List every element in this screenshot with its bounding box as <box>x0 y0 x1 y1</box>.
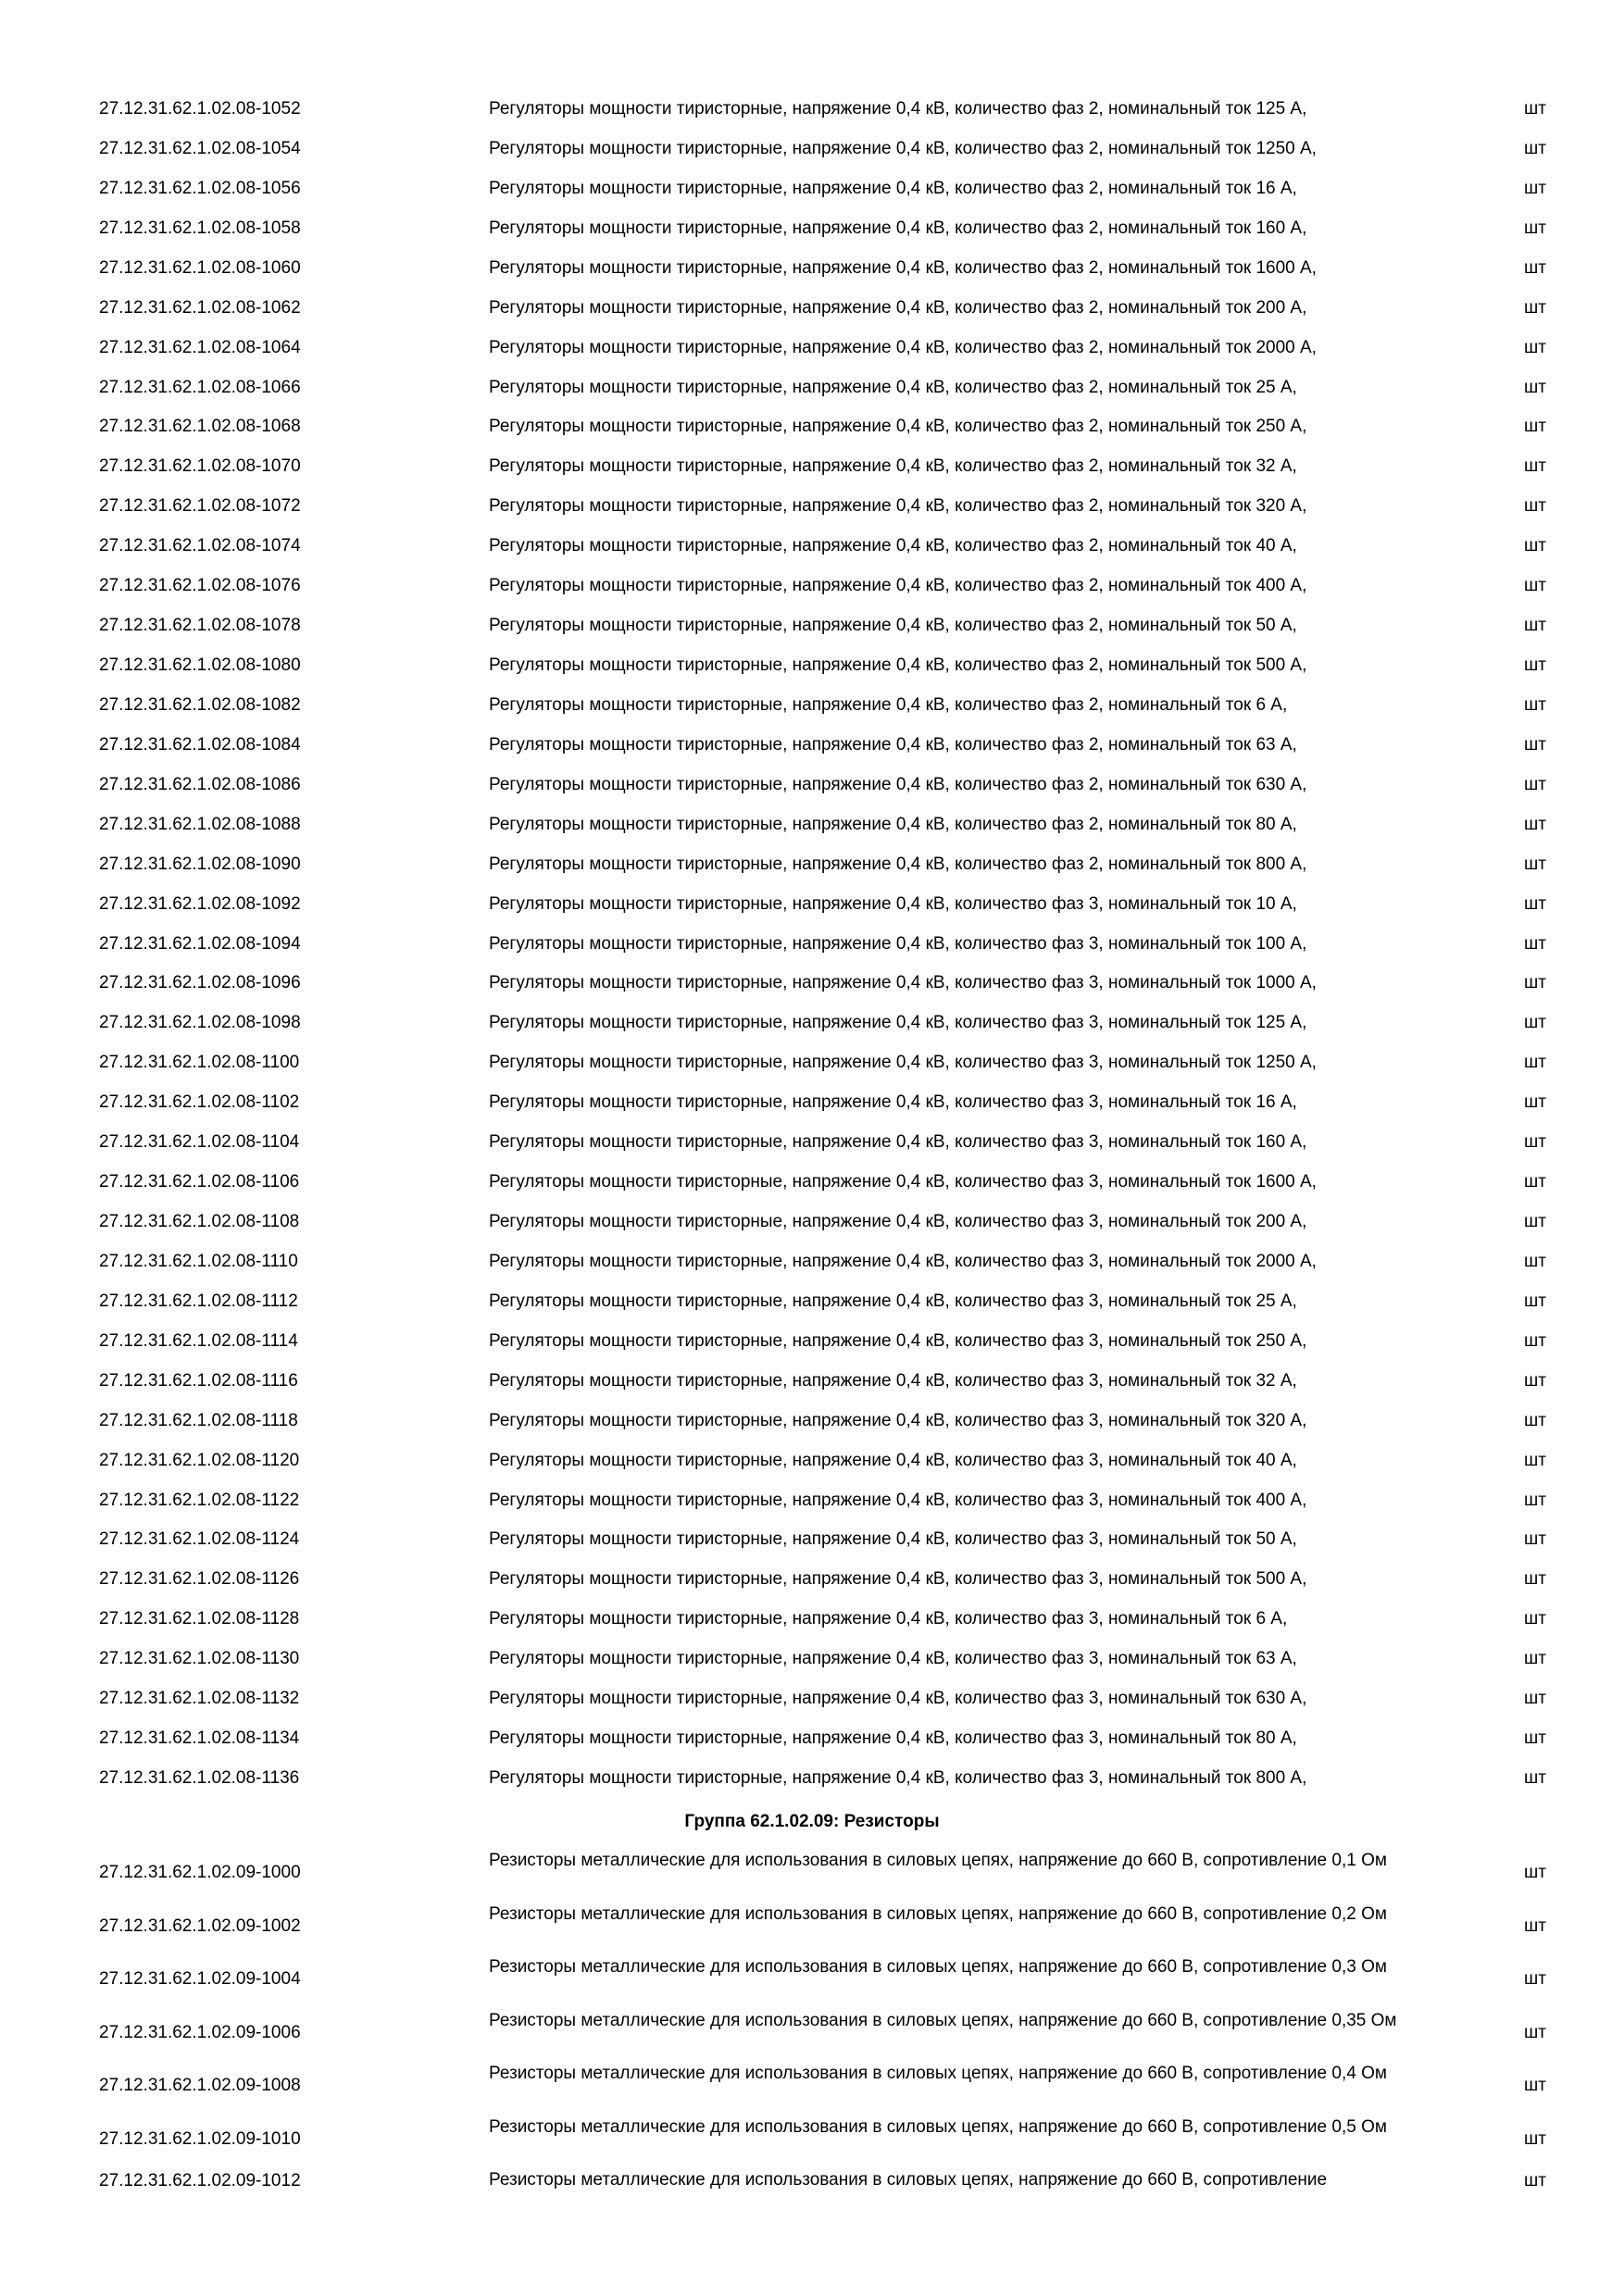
item-unit: шт <box>1524 774 1546 794</box>
item-description: Регуляторы мощности тиристорные, напряжение 0,4 кВ, количество фаз 3, номинальный ток 160 А, <box>489 1132 1307 1153</box>
item-unit: шт <box>1524 456 1546 477</box>
item-description: Регуляторы мощности тиристорные, напряжение 0,4 кВ, количество фаз 3, номинальный ток 63 А, <box>489 1649 1297 1669</box>
item-description: Резисторы металлические для использования в силовых цепях, напряжение до 660 В, сопротивление 0,2 Ом <box>489 1903 1387 1924</box>
item-code: 27.12.31.62.1.02.08-1122 <box>99 1490 300 1510</box>
item-description: Регуляторы мощности тиристорные, напряжение 0,4 кВ, количество фаз 3, номинальный ток 500 А, <box>489 1569 1307 1590</box>
item-description: Регуляторы мощности тиристорные, напряжение 0,4 кВ, количество фаз 3, номинальный ток 1000 А, <box>489 973 1317 993</box>
item-code: 27.12.31.62.1.02.08-1054 <box>99 138 301 158</box>
item-unit: шт <box>1524 1212 1546 1232</box>
item-code: 27.12.31.62.1.02.08-1136 <box>99 1768 300 1789</box>
item-code: 27.12.31.62.1.02.08-1052 <box>99 99 301 119</box>
item-code: 27.12.31.62.1.02.08-1064 <box>99 337 301 357</box>
item-description: Регуляторы мощности тиристорные, напряжение 0,4 кВ, количество фаз 3, номинальный ток 200 А, <box>489 1212 1307 1232</box>
item-code: 27.12.31.62.1.02.08-1132 <box>99 1689 300 1709</box>
item-code: 27.12.31.62.1.02.08-1128 <box>99 1609 300 1629</box>
item-unit: шт <box>1524 1609 1546 1629</box>
item-code: 27.12.31.62.1.02.08-1092 <box>99 893 301 914</box>
item-code: 27.12.31.62.1.02.08-1072 <box>99 496 301 517</box>
table-row <box>0 1954 1624 2006</box>
item-code: 27.12.31.62.1.02.08-1116 <box>99 1370 298 1391</box>
group-heading: Группа 62.1.02.09: Резисторы <box>684 1812 940 1831</box>
item-unit: шт <box>1524 1863 1546 1882</box>
item-description: Регуляторы мощности тиристорные, напряжение 0,4 кВ, количество фаз 3, номинальный ток 100 А, <box>489 933 1307 954</box>
item-description: Регуляторы мощности тиристорные, напряжение 0,4 кВ, количество фаз 2, номинальный ток 630 А, <box>489 774 1307 794</box>
item-description: Регуляторы мощности тиристорные, напряжение 0,4 кВ, количество фаз 2, номинальный ток 6 А, <box>489 694 1288 715</box>
item-description: Регуляторы мощности тиристорные, напряжение 0,4 кВ, количество фаз 2, номинальный ток 16 А, <box>489 178 1297 198</box>
table-row <box>0 2167 1624 2219</box>
item-description: Регуляторы мощности тиристорные, напряжение 0,4 кВ, количество фаз 2, номинальный ток 63 А, <box>489 734 1297 755</box>
item-description: Регуляторы мощности тиристорные, напряжение 0,4 кВ, количество фаз 3, номинальный ток 40 А, <box>489 1450 1297 1470</box>
item-description: Регуляторы мощности тиристорные, напряжение 0,4 кВ, количество фаз 2, номинальный ток 500 А, <box>489 655 1307 676</box>
item-description: Резисторы металлические для использования в силовых цепях, напряжение до 660 В, сопротивление 0,1 Ом <box>489 1851 1387 1870</box>
item-unit: шт <box>1524 655 1546 676</box>
item-code: 27.12.31.62.1.02.08-1102 <box>99 1092 300 1113</box>
item-code: 27.12.31.62.1.02.08-1106 <box>99 1172 300 1192</box>
item-description: Регуляторы мощности тиристорные, напряжение 0,4 кВ, количество фаз 2, номинальный ток 200 А, <box>489 297 1307 318</box>
item-code: 27.12.31.62.1.02.08-1060 <box>99 257 301 278</box>
item-unit: шт <box>1524 1490 1546 1510</box>
item-code: 27.12.31.62.1.02.08-1118 <box>99 1410 298 1430</box>
item-unit: шт <box>1524 496 1546 517</box>
item-description: Регуляторы мощности тиристорные, напряжение 0,4 кВ, количество фаз 3, номинальный ток 32 А, <box>489 1370 1297 1391</box>
item-description: Резисторы металлические для использования в силовых цепях, напряжение до 660 В, сопротивление 0,35 Ом <box>489 2010 1397 2030</box>
item-code: 27.12.31.62.1.02.09-1002 <box>99 1915 301 1936</box>
item-unit: шт <box>1524 893 1546 914</box>
item-description: Регуляторы мощности тиристорные, напряжение 0,4 кВ, количество фаз 3, номинальный ток 16 А, <box>489 1092 1297 1113</box>
item-description: Регуляторы мощности тиристорные, напряжение 0,4 кВ, количество фаз 3, номинальный ток 125 А, <box>489 1013 1307 1033</box>
item-code: 27.12.31.62.1.02.08-1086 <box>99 774 301 794</box>
item-code: 27.12.31.62.1.02.08-1090 <box>99 854 301 874</box>
item-description: Регуляторы мощности тиристорные, напряжение 0,4 кВ, количество фаз 3, номинальный ток 400 А, <box>489 1490 1307 1510</box>
item-code: 27.12.31.62.1.02.09-1012 <box>99 2171 301 2190</box>
item-unit: шт <box>1524 297 1546 318</box>
item-code: 27.12.31.62.1.02.09-1000 <box>99 1863 301 1882</box>
item-code: 27.12.31.62.1.02.08-1076 <box>99 576 301 596</box>
item-unit: шт <box>1524 1915 1546 1936</box>
item-unit: шт <box>1524 1569 1546 1590</box>
item-unit: шт <box>1524 1370 1546 1391</box>
item-description: Регуляторы мощности тиристорные, напряжение 0,4 кВ, количество фаз 2, номинальный ток 1250 А, <box>489 138 1317 158</box>
item-code: 27.12.31.62.1.02.09-1010 <box>99 2128 301 2149</box>
item-code: 27.12.31.62.1.02.09-1004 <box>99 1969 301 1989</box>
item-code: 27.12.31.62.1.02.08-1110 <box>99 1251 298 1271</box>
item-code: 27.12.31.62.1.02.08-1112 <box>99 1291 298 1311</box>
item-unit: шт <box>1524 1689 1546 1709</box>
item-code: 27.12.31.62.1.02.08-1056 <box>99 178 301 198</box>
item-code: 27.12.31.62.1.02.08-1120 <box>99 1450 300 1470</box>
item-description: Регуляторы мощности тиристорные, напряжение 0,4 кВ, количество фаз 3, номинальный ток 320 А, <box>489 1410 1307 1430</box>
item-description: Регуляторы мощности тиристорные, напряжение 0,4 кВ, количество фаз 2, номинальный ток 32 А, <box>489 456 1297 477</box>
item-unit: шт <box>1524 694 1546 715</box>
item-description: Регуляторы мощности тиристорные, напряжение 0,4 кВ, количество фаз 3, номинальный ток 6 А, <box>489 1609 1288 1629</box>
item-description: Регуляторы мощности тиристорные, напряжение 0,4 кВ, количество фаз 2, номинальный ток 50 А, <box>489 616 1297 636</box>
item-unit: шт <box>1524 1053 1546 1073</box>
item-unit: шт <box>1524 1172 1546 1192</box>
item-code: 27.12.31.62.1.02.08-1098 <box>99 1013 301 1033</box>
item-code: 27.12.31.62.1.02.08-1134 <box>99 1728 300 1749</box>
item-description: Регуляторы мощности тиристорные, напряжение 0,4 кВ, количество фаз 3, номинальный ток 1600 А, <box>489 1172 1317 1192</box>
item-unit: шт <box>1524 1768 1546 1789</box>
item-unit: шт <box>1524 1013 1546 1033</box>
item-unit: шт <box>1524 2171 1546 2190</box>
item-unit: шт <box>1524 734 1546 755</box>
item-code: 27.12.31.62.1.02.08-1108 <box>99 1212 300 1232</box>
item-unit: шт <box>1524 99 1546 119</box>
item-description: Регуляторы мощности тиристорные, напряжение 0,4 кВ, количество фаз 3, номинальный ток 630 А, <box>489 1689 1307 1709</box>
item-code: 27.12.31.62.1.02.08-1074 <box>99 536 301 556</box>
item-description: Резисторы металлические для использования в силовых цепях, напряжение до 660 В, сопротивление <box>489 2170 1328 2190</box>
item-unit: шт <box>1524 2076 1546 2095</box>
item-unit: шт <box>1524 1649 1546 1669</box>
item-code: 27.12.31.62.1.02.09-1008 <box>99 2076 301 2095</box>
item-description: Регуляторы мощности тиристорные, напряжение 0,4 кВ, количество фаз 2, номинальный ток 800 А, <box>489 854 1307 874</box>
item-code: 27.12.31.62.1.02.08-1094 <box>99 933 301 954</box>
item-unit: шт <box>1524 218 1546 238</box>
item-description: Регуляторы мощности тиристорные, напряжение 0,4 кВ, количество фаз 3, номинальный ток 250 А, <box>489 1330 1307 1351</box>
item-unit: шт <box>1524 576 1546 596</box>
item-code: 27.12.31.62.1.02.08-1124 <box>99 1529 300 1550</box>
item-unit: шт <box>1524 1251 1546 1271</box>
item-code: 27.12.31.62.1.02.08-1088 <box>99 814 301 834</box>
item-description: Регуляторы мощности тиристорные, напряжение 0,4 кВ, количество фаз 2, номинальный ток 400 А, <box>489 576 1307 596</box>
table-row <box>0 1848 1624 1900</box>
item-description: Регуляторы мощности тиристорные, напряжение 0,4 кВ, количество фаз 3, номинальный ток 2000 А, <box>489 1251 1317 1271</box>
item-unit: шт <box>1524 1092 1546 1113</box>
item-description: Резисторы металлические для использования в силовых цепях, напряжение до 660 В, сопротивление 0,3 Ом <box>489 1957 1387 1977</box>
table-row <box>0 1902 1624 1953</box>
item-unit: шт <box>1524 138 1546 158</box>
item-description: Резисторы металлические для использования в силовых цепях, напряжение до 660 В, сопротивление 0,5 Ом <box>489 2116 1387 2137</box>
item-description: Регуляторы мощности тиристорные, напряжение 0,4 кВ, количество фаз 2, номинальный ток 320 А, <box>489 496 1307 517</box>
item-code: 27.12.31.62.1.02.08-1078 <box>99 616 301 636</box>
item-code: 27.12.31.62.1.02.08-1084 <box>99 734 301 755</box>
item-code: 27.12.31.62.1.02.08-1062 <box>99 297 301 318</box>
item-unit: шт <box>1524 973 1546 993</box>
item-unit: шт <box>1524 417 1546 437</box>
item-unit: шт <box>1524 814 1546 834</box>
item-description: Регуляторы мощности тиристорные, напряжение 0,4 кВ, количество фаз 2, номинальный ток 1600 А, <box>489 257 1317 278</box>
item-code: 27.12.31.62.1.02.08-1130 <box>99 1649 300 1669</box>
item-description: Регуляторы мощности тиристорные, напряжение 0,4 кВ, количество фаз 3, номинальный ток 10 А, <box>489 893 1297 914</box>
item-code: 27.12.31.62.1.02.08-1104 <box>99 1132 300 1153</box>
item-code: 27.12.31.62.1.02.08-1114 <box>99 1330 298 1351</box>
item-unit: шт <box>1524 536 1546 556</box>
item-unit: шт <box>1524 1728 1546 1749</box>
item-description: Регуляторы мощности тиристорные, напряжение 0,4 кВ, количество фаз 3, номинальный ток 50 А, <box>489 1529 1297 1550</box>
table-row <box>0 2061 1624 2113</box>
item-description: Регуляторы мощности тиристорные, напряжение 0,4 кВ, количество фаз 3, номинальный ток 80 А, <box>489 1728 1297 1749</box>
item-description: Регуляторы мощности тиристорные, напряжение 0,4 кВ, количество фаз 2, номинальный ток 25 А, <box>489 377 1297 397</box>
item-code: 27.12.31.62.1.02.08-1080 <box>99 655 301 676</box>
item-unit: шт <box>1524 1291 1546 1311</box>
item-description: Регуляторы мощности тиристорные, напряжение 0,4 кВ, количество фаз 3, номинальный ток 800 А, <box>489 1768 1307 1789</box>
item-description: Резисторы металлические для использования в силовых цепях, напряжение до 660 В, сопротивление 0,4 Ом <box>489 2064 1387 2083</box>
item-code: 27.12.31.62.1.02.08-1082 <box>99 694 301 715</box>
item-unit: шт <box>1524 1330 1546 1351</box>
item-description: Регуляторы мощности тиристорные, напряжение 0,4 кВ, количество фаз 3, номинальный ток 1250 А, <box>489 1053 1317 1073</box>
item-unit: шт <box>1524 1410 1546 1430</box>
item-unit: шт <box>1524 1450 1546 1470</box>
item-unit: шт <box>1524 854 1546 874</box>
item-unit: шт <box>1524 616 1546 636</box>
table-row <box>0 2115 1624 2166</box>
item-description: Регуляторы мощности тиристорные, напряжение 0,4 кВ, количество фаз 3, номинальный ток 25 А, <box>489 1291 1297 1311</box>
item-description: Регуляторы мощности тиристорные, напряжение 0,4 кВ, количество фаз 2, номинальный ток 250 А, <box>489 417 1307 437</box>
item-unit: шт <box>1524 1132 1546 1153</box>
item-code: 27.12.31.62.1.02.08-1126 <box>99 1569 300 1590</box>
item-code: 27.12.31.62.1.02.08-1096 <box>99 973 301 993</box>
item-code: 27.12.31.62.1.02.08-1100 <box>99 1053 300 1073</box>
table-row <box>0 2008 1624 2060</box>
item-description: Регуляторы мощности тиристорные, напряжение 0,4 кВ, количество фаз 2, номинальный ток 125 А, <box>489 99 1307 119</box>
item-unit: шт <box>1524 257 1546 278</box>
item-description: Регуляторы мощности тиристорные, напряжение 0,4 кВ, количество фаз 2, номинальный ток 160 А, <box>489 218 1307 238</box>
item-description: Регуляторы мощности тиристорные, напряжение 0,4 кВ, количество фаз 2, номинальный ток 2000 А, <box>489 337 1317 357</box>
item-code: 27.12.31.62.1.02.08-1068 <box>99 417 301 437</box>
item-unit: шт <box>1524 377 1546 397</box>
item-unit: шт <box>1524 178 1546 198</box>
item-unit: шт <box>1524 337 1546 357</box>
item-unit: шт <box>1524 933 1546 954</box>
item-description: Регуляторы мощности тиристорные, напряжение 0,4 кВ, количество фаз 2, номинальный ток 40 А, <box>489 536 1297 556</box>
item-code: 27.12.31.62.1.02.08-1058 <box>99 218 301 238</box>
item-description: Регуляторы мощности тиристорные, напряжение 0,4 кВ, количество фаз 2, номинальный ток 80 А, <box>489 814 1297 834</box>
item-code: 27.12.31.62.1.02.08-1070 <box>99 456 301 477</box>
item-unit: шт <box>1524 2128 1546 2149</box>
item-unit: шт <box>1524 1529 1546 1550</box>
item-code: 27.12.31.62.1.02.08-1066 <box>99 377 301 397</box>
item-code: 27.12.31.62.1.02.09-1006 <box>99 2022 301 2042</box>
item-unit: шт <box>1524 2022 1546 2042</box>
item-unit: шт <box>1524 1969 1546 1989</box>
